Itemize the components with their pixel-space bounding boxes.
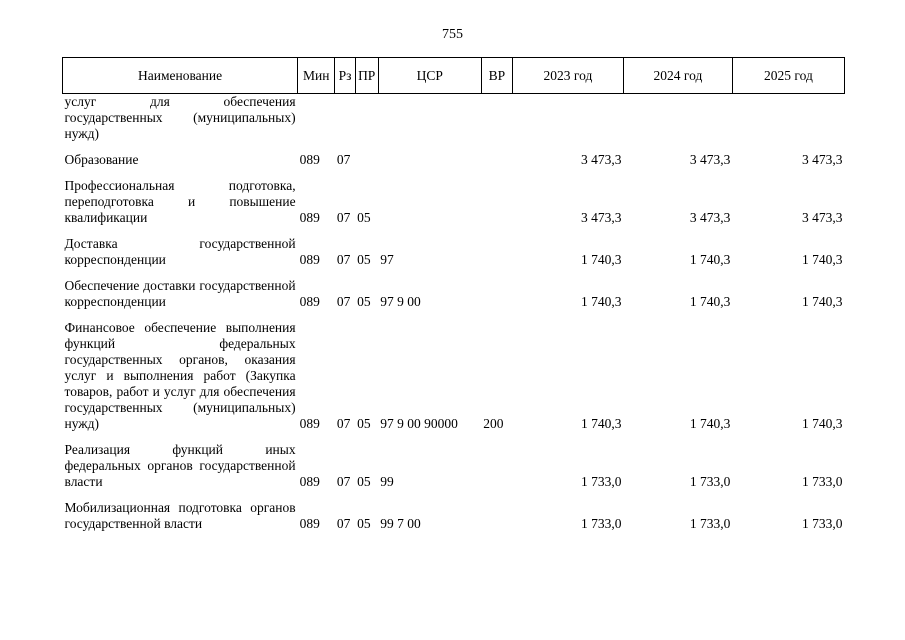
row-spacer <box>63 268 845 278</box>
row-spacer-cell <box>63 268 845 278</box>
row-csr: 97 9 00 90000 <box>380 416 458 431</box>
row-spacer-cell <box>63 142 845 152</box>
row-spacer <box>63 490 845 500</box>
row-spacer <box>63 142 845 152</box>
row-value-2025: 1 733,0 <box>802 516 843 531</box>
header-2025: 2025 год <box>732 58 844 94</box>
row-spacer-cell <box>63 432 845 442</box>
header-2023: 2023 год <box>512 58 623 94</box>
table-row <box>63 500 845 532</box>
row-name: Мобилизационная подготовка органов государственной власти <box>64 500 296 531</box>
row-min: 089 <box>299 294 320 309</box>
row-name: услуг для обеспечения государственных (муниципальных) нужд) <box>64 94 296 141</box>
row-rz: 07 <box>336 294 351 309</box>
row-csr: 97 9 00 <box>380 294 421 309</box>
row-value-2023 <box>512 94 623 143</box>
row-rz: 07 <box>336 252 351 267</box>
row-value-2023: 1 740,3 <box>580 252 622 267</box>
row-value-2024: 1 733,0 <box>689 474 731 489</box>
row-min: 089 <box>299 252 320 267</box>
table-row <box>63 236 845 268</box>
row-value-2024: 1 740,3 <box>689 416 731 431</box>
row-pr: 05 <box>357 252 371 267</box>
row-spacer-cell <box>63 310 845 320</box>
row-value-2024: 1 733,0 <box>689 516 731 531</box>
row-csr <box>378 152 481 168</box>
row-spacer-cell <box>63 226 845 236</box>
row-spacer <box>63 226 845 236</box>
row-value-2025 <box>732 94 844 143</box>
header-name: Наименование <box>63 58 298 94</box>
row-vr <box>481 278 512 310</box>
row-csr: 99 <box>380 474 394 489</box>
row-rz <box>335 94 355 143</box>
header-min: Мин <box>298 58 335 94</box>
row-min: 089 <box>299 416 320 431</box>
row-min <box>298 94 335 143</box>
row-vr <box>481 94 512 143</box>
row-value-2023: 3 473,3 <box>580 210 622 225</box>
table-row <box>63 442 845 490</box>
row-pr <box>355 94 378 143</box>
row-value-2025: 3 473,3 <box>802 210 843 225</box>
table-header-row <box>63 58 845 94</box>
row-csr <box>378 94 481 143</box>
row-value-2025: 1 733,0 <box>802 474 843 489</box>
row-pr: 05 <box>357 516 371 531</box>
row-name: Образование <box>64 152 139 167</box>
row-min: 089 <box>299 474 320 489</box>
row-vr <box>481 178 512 226</box>
row-spacer <box>63 432 845 442</box>
row-pr: 05 <box>357 294 371 309</box>
table-body <box>63 94 845 533</box>
row-value-2023: 3 473,3 <box>580 152 622 167</box>
row-name: Реализация функций иных федеральных органов государственной власти <box>64 442 296 489</box>
row-name: Финансовое обеспечение выполнения функций федеральных государственных органов, оказания услуг и выполнения работ (Закупка товаров, работ и услуг для обеспечения государственных (муниципальных) нужд) <box>64 320 296 431</box>
row-spacer-cell <box>63 490 845 500</box>
row-name: Доставка государственной корреспонденции <box>64 236 296 267</box>
budget-table <box>62 57 845 532</box>
row-value-2025: 1 740,3 <box>802 416 843 431</box>
row-rz: 07 <box>336 416 351 431</box>
table-row <box>63 152 845 168</box>
row-value-2025: 1 740,3 <box>802 294 843 309</box>
row-pr <box>355 152 378 168</box>
row-rz: 07 <box>336 210 351 225</box>
row-value-2024: 1 740,3 <box>689 252 731 267</box>
row-pr: 05 <box>357 416 371 431</box>
row-vr <box>481 236 512 268</box>
row-value-2023: 1 733,0 <box>580 474 622 489</box>
row-value-2024 <box>623 94 732 143</box>
row-value-2024: 1 740,3 <box>689 294 731 309</box>
row-min: 089 <box>299 210 320 225</box>
row-rz: 07 <box>336 152 351 167</box>
row-rz: 07 <box>336 516 351 531</box>
row-spacer <box>63 310 845 320</box>
row-csr: 97 <box>380 252 394 267</box>
table-row <box>63 178 845 226</box>
row-value-2024: 3 473,3 <box>689 210 731 225</box>
header-vr: ВР <box>481 58 512 94</box>
header-csr: ЦСР <box>378 58 481 94</box>
row-vr <box>481 152 512 168</box>
header-rz: Рз <box>335 58 355 94</box>
header-2024: 2024 год <box>623 58 732 94</box>
row-min: 089 <box>299 152 320 167</box>
table-row <box>63 320 845 432</box>
header-pr: ПР <box>355 58 378 94</box>
row-spacer <box>63 168 845 178</box>
page-number: 755 <box>442 27 463 42</box>
row-csr: 99 7 00 <box>380 516 421 531</box>
row-value-2025: 3 473,3 <box>802 152 843 167</box>
row-pr: 05 <box>357 210 371 225</box>
row-csr <box>378 178 481 226</box>
row-vr <box>481 500 512 532</box>
row-value-2023: 1 733,0 <box>580 516 622 531</box>
row-value-2025: 1 740,3 <box>802 252 843 267</box>
row-pr: 05 <box>357 474 371 489</box>
row-value-2023: 1 740,3 <box>580 294 622 309</box>
row-spacer-cell <box>63 168 845 178</box>
table-row <box>63 94 845 143</box>
row-value-2023: 1 740,3 <box>580 416 622 431</box>
row-name: Обеспечение доставки государственной корреспонденции <box>64 278 296 309</box>
row-value-2024: 3 473,3 <box>689 152 731 167</box>
row-vr <box>481 442 512 490</box>
row-min: 089 <box>299 516 320 531</box>
table-row <box>63 278 845 310</box>
row-vr: 200 <box>483 416 504 431</box>
row-name: Профессиональная подготовка, переподготовка и повышение квалификации <box>64 178 296 225</box>
row-rz: 07 <box>336 474 351 489</box>
